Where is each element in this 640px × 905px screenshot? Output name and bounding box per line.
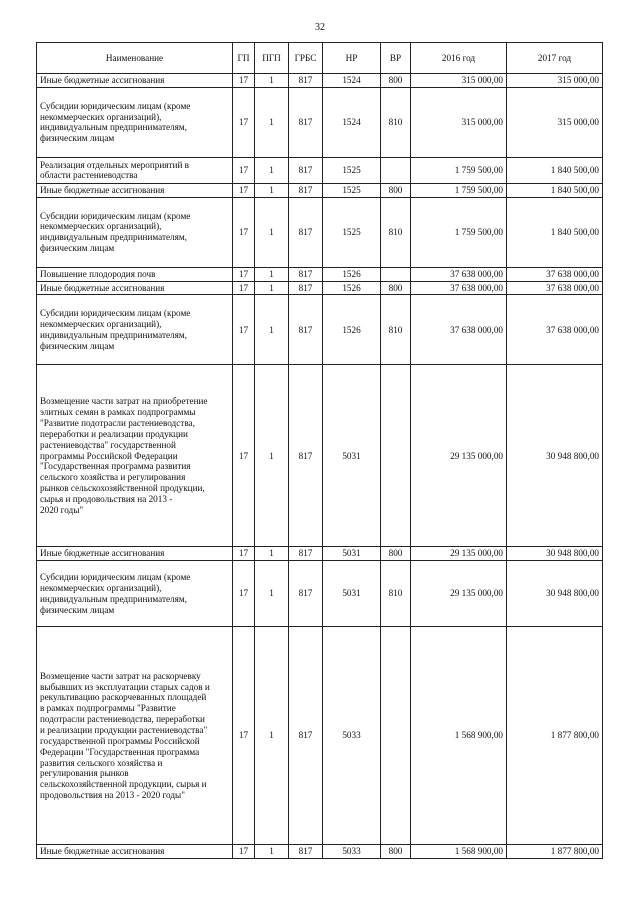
cell-vr: 810 <box>381 295 411 365</box>
cell-grbs: 817 <box>289 365 323 547</box>
header-name: Наименование <box>37 43 233 74</box>
cell-gp: 17 <box>233 845 255 859</box>
cell-name: Субсидии юридическим лицам (кроме некоммерческих организаций), индивидуальным предпринимателям, физическим лицам <box>37 295 233 365</box>
cell-pgp: 1 <box>255 157 289 183</box>
cell-pgp: 1 <box>255 365 289 547</box>
cell-amount-2017: 1 840 500,00 <box>507 197 603 267</box>
cell-grbs: 817 <box>289 87 323 157</box>
cell-vr: 810 <box>381 87 411 157</box>
table-body <box>37 74 603 859</box>
cell-grbs: 817 <box>289 281 323 295</box>
cell-amount-2017: 30 948 800,00 <box>507 547 603 561</box>
cell-vr: 800 <box>381 281 411 295</box>
table-row <box>37 547 603 561</box>
table-row <box>37 157 603 183</box>
cell-amount-2017: 37 638 000,00 <box>507 281 603 295</box>
cell-gp: 17 <box>233 547 255 561</box>
cell-grbs: 817 <box>289 561 323 627</box>
table-row <box>37 295 603 365</box>
cell-pgp: 1 <box>255 561 289 627</box>
cell-vr: 800 <box>381 183 411 197</box>
cell-amount-2016: 29 135 000,00 <box>411 365 507 547</box>
table-row <box>37 197 603 267</box>
table-row <box>37 845 603 859</box>
cell-gp: 17 <box>233 561 255 627</box>
cell-name: Иные бюджетные ассигнования <box>37 183 233 197</box>
cell-name: Иные бюджетные ассигнования <box>37 74 233 88</box>
cell-amount-2016: 29 135 000,00 <box>411 561 507 627</box>
cell-amount-2016: 29 135 000,00 <box>411 547 507 561</box>
cell-gp: 17 <box>233 281 255 295</box>
cell-np: 5033 <box>323 627 381 845</box>
cell-vr: 800 <box>381 845 411 859</box>
table-row <box>37 87 603 157</box>
cell-vr <box>381 267 411 281</box>
cell-gp: 17 <box>233 627 255 845</box>
cell-pgp: 1 <box>255 547 289 561</box>
cell-amount-2017: 30 948 800,00 <box>507 365 603 547</box>
cell-gp: 17 <box>233 365 255 547</box>
cell-vr <box>381 627 411 845</box>
header-np: НР <box>323 43 381 74</box>
cell-pgp: 1 <box>255 281 289 295</box>
header-gp: ГП <box>233 43 255 74</box>
page-number: 32 <box>315 22 325 33</box>
cell-amount-2017: 315 000,00 <box>507 74 603 88</box>
table-row <box>37 267 603 281</box>
cell-amount-2017: 1 877 800,00 <box>507 845 603 859</box>
cell-vr: 800 <box>381 547 411 561</box>
cell-amount-2016: 37 638 000,00 <box>411 295 507 365</box>
cell-np: 1524 <box>323 87 381 157</box>
table-header-row <box>37 43 603 74</box>
budget-table <box>36 42 603 859</box>
cell-name: Субсидии юридическим лицам (кроме некоммерческих организаций), индивидуальным предпринимателям, физическим лицам <box>37 561 233 627</box>
cell-grbs: 817 <box>289 157 323 183</box>
header-vr: ВР <box>381 43 411 74</box>
cell-np: 5033 <box>323 845 381 859</box>
cell-amount-2016: 37 638 000,00 <box>411 281 507 295</box>
cell-name: Иные бюджетные ассигнования <box>37 845 233 859</box>
cell-name: Субсидии юридическим лицам (кроме некоммерческих организаций), индивидуальным предпринимателям, физическим лицам <box>37 87 233 157</box>
cell-pgp: 1 <box>255 295 289 365</box>
header-year-2017: 2017 год <box>507 43 603 74</box>
cell-pgp: 1 <box>255 197 289 267</box>
cell-name: Иные бюджетные ассигнования <box>37 281 233 295</box>
cell-np: 5031 <box>323 561 381 627</box>
cell-np: 1525 <box>323 183 381 197</box>
cell-pgp: 1 <box>255 183 289 197</box>
cell-amount-2016: 315 000,00 <box>411 74 507 88</box>
cell-vr: 800 <box>381 74 411 88</box>
cell-amount-2017: 37 638 000,00 <box>507 295 603 365</box>
cell-np: 1526 <box>323 267 381 281</box>
cell-np: 5031 <box>323 365 381 547</box>
cell-pgp: 1 <box>255 87 289 157</box>
cell-gp: 17 <box>233 295 255 365</box>
table-row <box>37 183 603 197</box>
header-year-2016: 2016 год <box>411 43 507 74</box>
cell-gp: 17 <box>233 74 255 88</box>
cell-gp: 17 <box>233 183 255 197</box>
table-row <box>37 74 603 88</box>
cell-gp: 17 <box>233 197 255 267</box>
table-row <box>37 561 603 627</box>
cell-amount-2016: 1 759 500,00 <box>411 183 507 197</box>
header-pgp: ПГП <box>255 43 289 74</box>
cell-amount-2017: 315 000,00 <box>507 87 603 157</box>
cell-np: 1526 <box>323 281 381 295</box>
cell-grbs: 817 <box>289 267 323 281</box>
cell-name: Иные бюджетные ассигнования <box>37 547 233 561</box>
cell-gp: 17 <box>233 157 255 183</box>
header-grbs: ГРБС <box>289 43 323 74</box>
table-row <box>37 365 603 547</box>
cell-amount-2017: 1 877 800,00 <box>507 627 603 845</box>
cell-vr <box>381 365 411 547</box>
cell-grbs: 817 <box>289 197 323 267</box>
cell-vr: 810 <box>381 561 411 627</box>
cell-amount-2017: 1 840 500,00 <box>507 183 603 197</box>
cell-gp: 17 <box>233 87 255 157</box>
cell-grbs: 817 <box>289 295 323 365</box>
cell-grbs: 817 <box>289 547 323 561</box>
cell-amount-2016: 315 000,00 <box>411 87 507 157</box>
cell-pgp: 1 <box>255 74 289 88</box>
cell-np: 1526 <box>323 295 381 365</box>
cell-name: Реализация отдельных мероприятий в области растениеводства <box>37 157 233 183</box>
cell-name: Возмещение части затрат на раскорчевку выбывших из эксплуатации старых садов и рекультивацию раскорчеванных площадей в рамках подпрограммы "Развитие подотрасли растениеводства, переработки и реализации продукции растениеводства" государственной программы Российской Федерации "Государственная программа развития сельского хозяйства и регулирования рынков сельскохозяйственной продукции, сырья и продовольствия на 2013 - 2020 годы" <box>37 627 233 845</box>
cell-np: 1525 <box>323 197 381 267</box>
cell-name: Возмещение части затрат на приобретение элитных семян в рамках подпрограммы "Развитие подотрасли растениеводства, переработки и реализации продукции растениеводства" государственной программы Российской Федерации "Государственная программа развития сельского хозяйства и регулирования рынков сельскохозяйственной продукции, сырья и продовольствия на 2013 - 2020 годы" <box>37 365 233 547</box>
cell-pgp: 1 <box>255 845 289 859</box>
cell-amount-2016: 1 568 900,00 <box>411 627 507 845</box>
cell-grbs: 817 <box>289 627 323 845</box>
table-row <box>37 627 603 845</box>
cell-amount-2016: 1 759 500,00 <box>411 197 507 267</box>
cell-grbs: 817 <box>289 845 323 859</box>
cell-amount-2016: 1 759 500,00 <box>411 157 507 183</box>
cell-gp: 17 <box>233 267 255 281</box>
cell-name: Повышение плодородия почв <box>37 267 233 281</box>
table-row <box>37 281 603 295</box>
cell-amount-2017: 37 638 000,00 <box>507 267 603 281</box>
cell-pgp: 1 <box>255 627 289 845</box>
cell-vr <box>381 157 411 183</box>
cell-name: Субсидии юридическим лицам (кроме некоммерческих организаций), индивидуальным предпринимателям, физическим лицам <box>37 197 233 267</box>
cell-np: 1524 <box>323 74 381 88</box>
cell-amount-2017: 1 840 500,00 <box>507 157 603 183</box>
cell-vr: 810 <box>381 197 411 267</box>
cell-grbs: 817 <box>289 183 323 197</box>
cell-np: 1525 <box>323 157 381 183</box>
cell-np: 5031 <box>323 547 381 561</box>
cell-amount-2017: 30 948 800,00 <box>507 561 603 627</box>
cell-grbs: 817 <box>289 74 323 88</box>
cell-amount-2016: 37 638 000,00 <box>411 267 507 281</box>
cell-pgp: 1 <box>255 267 289 281</box>
cell-amount-2016: 1 568 900,00 <box>411 845 507 859</box>
